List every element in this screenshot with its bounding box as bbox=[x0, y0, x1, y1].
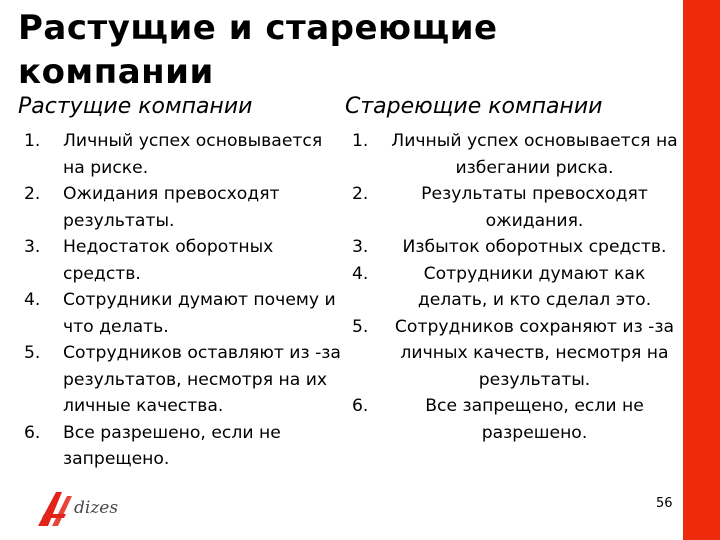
list-item-number: 3. bbox=[24, 237, 41, 257]
list-item-number: 2. bbox=[352, 184, 369, 204]
list-item-text: Результаты превосходят ожидания. bbox=[421, 184, 648, 231]
list-item bbox=[352, 234, 678, 261]
list-item bbox=[24, 234, 344, 287]
list-item bbox=[352, 181, 678, 234]
list-item bbox=[352, 393, 678, 446]
list-item-number: 1. bbox=[24, 131, 41, 151]
adizes-logo-text: dizes bbox=[74, 498, 119, 518]
adizes-logo bbox=[34, 486, 154, 530]
list-item-number: 4. bbox=[24, 290, 41, 310]
list-item-number: 4. bbox=[352, 263, 369, 284]
list-item-text: Сотрудники думают почему и что делать. bbox=[63, 290, 336, 337]
list-item-text: Ожидания превосходят результаты. bbox=[63, 184, 280, 231]
accent-bar bbox=[683, 0, 720, 540]
list-item-text: Личный успех основывается на риске. bbox=[63, 131, 323, 178]
list-item bbox=[352, 128, 678, 181]
list-item-number: 6. bbox=[24, 422, 41, 443]
list-item bbox=[352, 314, 678, 394]
list-item bbox=[24, 128, 344, 181]
list-item-text: Все запрещено, если не разрешено. bbox=[425, 396, 644, 443]
list-item bbox=[24, 287, 344, 340]
list-item bbox=[24, 340, 344, 420]
adizes-logo-mark-icon bbox=[34, 486, 78, 530]
list-item-number: 5. bbox=[24, 343, 41, 363]
list-item-text: Сотрудников сохраняют из -за личных качеств, несмотря на результаты. bbox=[394, 316, 675, 390]
list-item bbox=[24, 181, 344, 234]
list-item-number: 5. bbox=[352, 316, 369, 337]
list-item-text: Недостаток оборотных средств. bbox=[63, 237, 274, 284]
growing-companies-heading: Растущие компании bbox=[18, 94, 253, 119]
list-item-number: 1. bbox=[352, 131, 369, 151]
page-number: 56 bbox=[656, 496, 673, 511]
growing-companies-list bbox=[24, 128, 344, 473]
aging-companies-heading: Стареющие компании bbox=[345, 94, 603, 119]
list-item-number: 6. bbox=[352, 396, 369, 416]
list-item-text: Сотрудники думают как делать, и кто сделал это. bbox=[417, 263, 652, 310]
list-item-number: 2. bbox=[24, 184, 41, 204]
slide-title: Растущие и стареющие компании bbox=[18, 8, 498, 92]
list-item-text: Сотрудников оставляют из -за результатов, несмотря на их личные качества. bbox=[63, 343, 341, 416]
aging-companies-list bbox=[352, 128, 678, 446]
list-item-text: Все разрешено, если не запрещено. bbox=[63, 422, 281, 469]
list-item bbox=[24, 420, 344, 473]
list-item-text: Личный успех основывается на избегании риска. bbox=[391, 131, 678, 178]
list-item bbox=[352, 261, 678, 314]
list-item-number: 3. bbox=[352, 237, 369, 257]
list-item-text: Избыток оборотных средств. bbox=[402, 237, 667, 257]
